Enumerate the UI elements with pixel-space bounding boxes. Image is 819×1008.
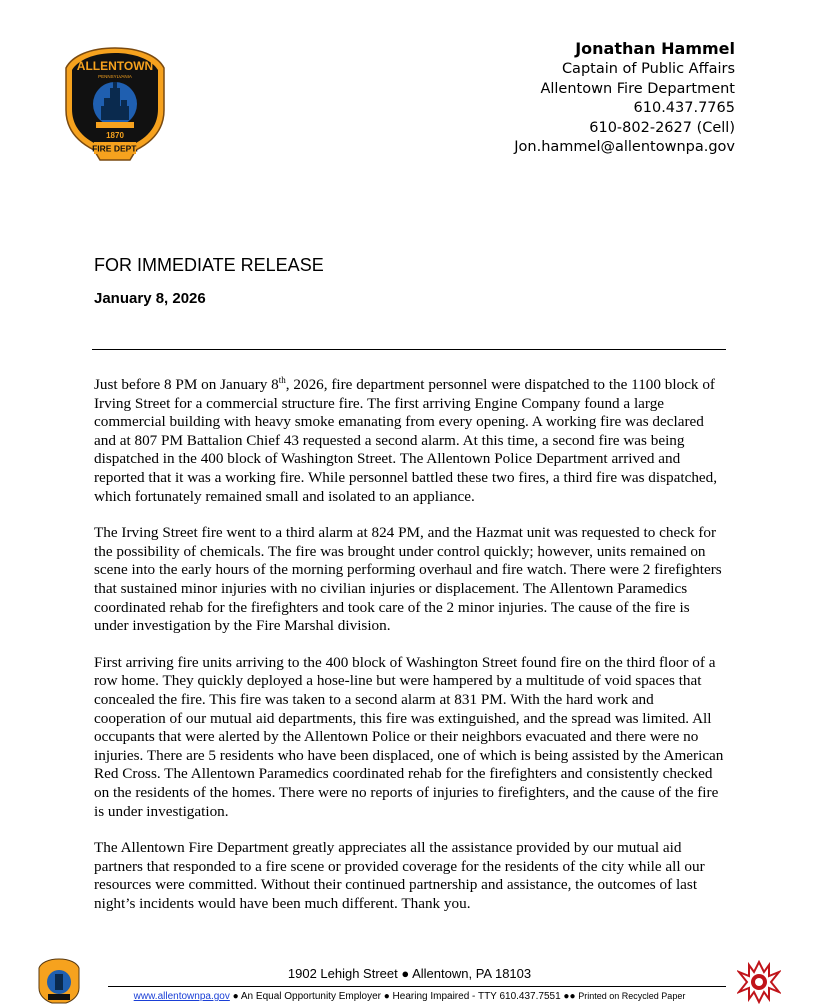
paragraph-4: The Allentown Fire Department greatly appreciates all the assistance provided by our mutual aid partners that responded to a fire scene or provided coverage for the residents of the city while all our resources were committed. Without their continued partnership and assistance, the outcomes of last night’s incidents would have been much different. Thank you.: [94, 839, 705, 912]
logo-bottom-text: FIRE DEPT.: [92, 143, 138, 154]
paragraph-3: First arriving fire units arriving to the 400 block of Washington Street found fire on the third floor of a row home. They quickly deployed a hose-line but were hampered by a multitude of void spaces that concealed the fire. This fire was taken to a second alarm at 831 PM. With the hard work and cooperation of our mutual aid departments, this fire was extinguished, and the spread was limited. All occupants that were alerted by the Allentown Police or their neighbors evacuated and there were no injuries. There are 5 residents who have been displaced, one of which is being assisted by the American Red Cross. The Allentown Paramedics coordinated rehab for the firefighters and consistently checked on the residents of the homes. There were no reports of injuries to firefighters, and the cause of the fire is under investigation.: [94, 653, 724, 820]
contact-email[interactable]: Jon.hammel@allentownpa.gov: [514, 139, 735, 156]
contact-cell: 610-802-2627 (Cell): [589, 119, 735, 136]
paragraph-2: The Irving Street fire went to a third alarm at 824 PM, and the Hazmat unit was requested to check for the possibility of chemicals. The fire was brought under control quickly; however, units remained on scene into the early hours of the morning performing overhaul and fire watch. There were 2 firefighters that sustained minor injuries with no civilian injuries or displacement. The Allentown Paramedics coordinated rehab for the firefighters and took care of the 2 minor injuries. The cause of the fire is under investigation by the Fire Marshal division.: [94, 524, 722, 635]
maltese-cross-icon: [737, 960, 781, 1004]
footer-info-line: www.allentownpa.gov ● An Equal Opportunity Employer ● Hearing Impaired - TTY 610.437.7551 ●● Printed on Recycled Paper: [133, 991, 686, 1002]
contact-name: Jonathan Hammel: [575, 39, 735, 58]
logo-state-text: PENNSYLVANIA: [98, 74, 132, 79]
website-link[interactable]: www.allentownpa.gov: [133, 991, 230, 1002]
press-release-body: [94, 371, 726, 932]
release-label: FOR IMMEDIATE RELEASE: [94, 255, 324, 275]
paragraph-1: Just before 8 PM on January 8th, 2026, fire department personnel were dispatched to the 1100 block of Irving Street for a commercial structure fire. The first arriving Engine Company found a large commercial building with heavy smoke emanating from every opening. A working fire was declared and at 807 PM Battalion Chief 43 requested a second alarm. At this time, a second fire was being dispatched in the 400 block of Washington Street. The Allentown Police Department arrived and reported that it was a working fire. While personnel battled these two fires, a third fire was dispatched, which fortunately remained small and isolated to an appliance.: [94, 375, 718, 505]
release-date: January 8, 2026: [94, 290, 206, 307]
allentown-fire-dept-logo: [64, 46, 166, 162]
logo-year: 1870: [106, 131, 124, 140]
footer-divider: [108, 986, 726, 987]
header-divider: [92, 349, 726, 350]
footer-address: 1902 Lehigh Street ● Allentown, PA 18103: [287, 966, 532, 981]
contact-title: Captain of Public Affairs: [561, 61, 735, 77]
contact-phone: 610.437.7765: [633, 100, 735, 117]
logo-top-text: ALLENTOWN: [76, 59, 154, 73]
contact-department: Allentown Fire Department: [540, 80, 735, 97]
contact-block: [514, 38, 735, 158]
